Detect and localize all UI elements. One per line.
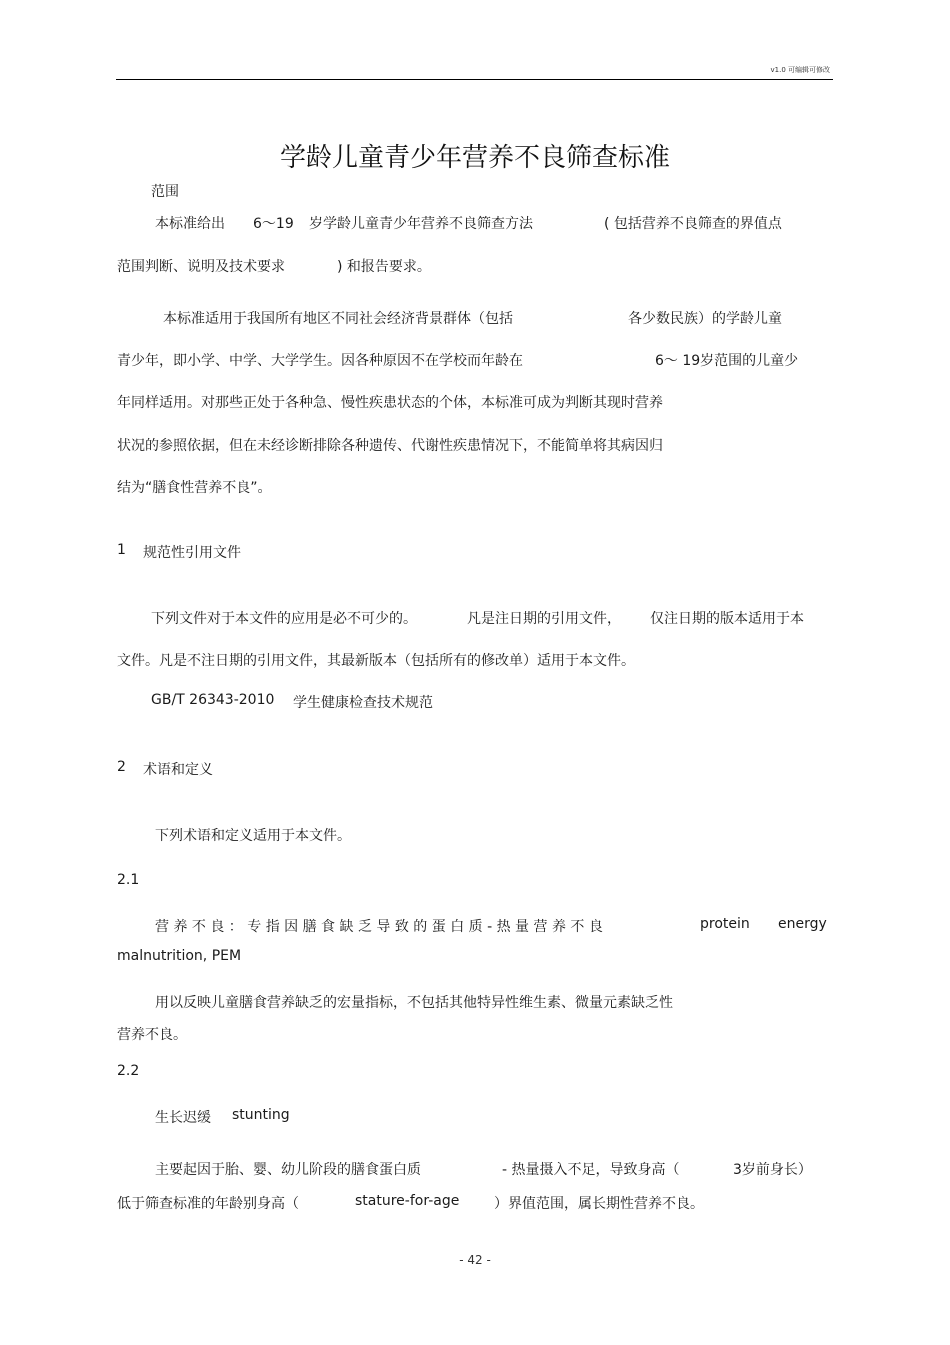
clause-2-2-number: 2.2 <box>117 1063 140 1079</box>
section1-heading: 规范性引用文件 <box>143 545 241 561</box>
clause-2-1-term-line: malnutrition, PEM <box>117 948 242 964</box>
section2-heading: 术语和定义 <box>143 762 213 778</box>
scope-p2-line: 状况的参照依据，但在未经诊断排除各种遗传、代谢性疾患情况下，不能简单将其病因归 <box>117 438 663 454</box>
clause-2-2-term-seg: stunting <box>232 1107 290 1123</box>
section1-p-line: 文件。凡是不注日期的引用文件，其最新版本（包括所有的修改单）适用于本文件。 <box>117 653 635 669</box>
header-version-note: v1.0 可编辑可修改 <box>770 66 830 74</box>
clause-2-2-def-seg: 低于筛查标准的年龄别身高（ <box>117 1196 299 1212</box>
clause-2-2-def-seg: 主要起因于胎、婴、幼儿阶段的膳食蛋白质 <box>155 1162 421 1178</box>
section1-p-seg: 仅注日期的版本适用于本 <box>650 611 804 627</box>
scope-p2-seg: 本标准适用于我国所有地区不同社会经济背景群体（包括 <box>163 311 513 327</box>
scope-heading: 范围 <box>151 184 179 200</box>
scope-p1-seg: 6～19 <box>253 216 294 232</box>
scope-p2-line: 年同样适用。对那些正处于各种急、慢性疾患状态的个体，本标准可成为判断其现时营养 <box>117 395 663 411</box>
clause-2-2-def-seg: ）界值范围，属长期性营养不良。 <box>494 1196 704 1212</box>
scope-p1-seg: ( 包括营养不良筛查的界值点 <box>604 216 782 232</box>
page-number: - 42 - <box>459 1253 491 1267</box>
clause-2-1-def-line: 用以反映儿童膳食营养缺乏的宏量指标，不包括其他特异性维生素、微量元素缺乏性 <box>155 995 673 1011</box>
scope-p2-seg: 6～ 19岁范围的儿童少 <box>655 353 799 369</box>
clause-2-1-term-seg: 营 养 不 良 ： 专 指 因 膳 食 缺 乏 导 致 的 蛋 白 质 - 热 量 营 养 不 良 <box>155 919 603 935</box>
scope-p1-seg: 范围判断、说明及技术要求 <box>117 259 285 275</box>
normative-ref-code: GB/T 26343-2010 <box>151 692 275 708</box>
scope-p2-seg: 青少年，即小学、中学、大学学生。因各种原因不在学校而年龄在 <box>117 353 523 369</box>
section2-number: 2 <box>117 759 126 775</box>
normative-ref-title: 学生健康检查技术规范 <box>293 695 433 711</box>
clause-2-2-def-seg: 3岁前身长） <box>733 1162 812 1178</box>
section1-p-seg: 凡是注日期的引用文件， <box>467 611 621 627</box>
section1-number: 1 <box>117 542 126 558</box>
clause-2-1-term-seg: protein <box>700 916 750 932</box>
scope-p1-seg: 本标准给出 <box>155 216 225 232</box>
clause-2-2-term-seg: 生长迟缓 <box>155 1110 211 1126</box>
document-title: 学龄儿童青少年营养不良筛查标准 <box>279 143 670 173</box>
clause-2-1-term-seg: energy <box>778 916 827 932</box>
clause-2-1-number: 2.1 <box>117 872 140 888</box>
scope-p1-seg: ) 和报告要求。 <box>337 259 431 275</box>
section1-p-seg: 下列文件对于本文件的应用是必不可少的。 <box>151 611 417 627</box>
clause-2-2-def-seg: - 热量摄入不足，导致身高（ <box>502 1162 680 1178</box>
header-rule <box>116 79 833 80</box>
section2-intro: 下列术语和定义适用于本文件。 <box>155 828 351 844</box>
clause-2-2-def-seg: stature-for-age <box>355 1193 460 1209</box>
clause-2-1-def-line: 营养不良。 <box>117 1027 187 1043</box>
scope-p2-line: 结为“膳食性营养不良”。 <box>117 480 272 496</box>
scope-p1-seg: 岁学龄儿童青少年营养不良筛查方法 <box>309 216 533 232</box>
scope-p2-seg: 各少数民族）的学龄儿童 <box>628 311 782 327</box>
